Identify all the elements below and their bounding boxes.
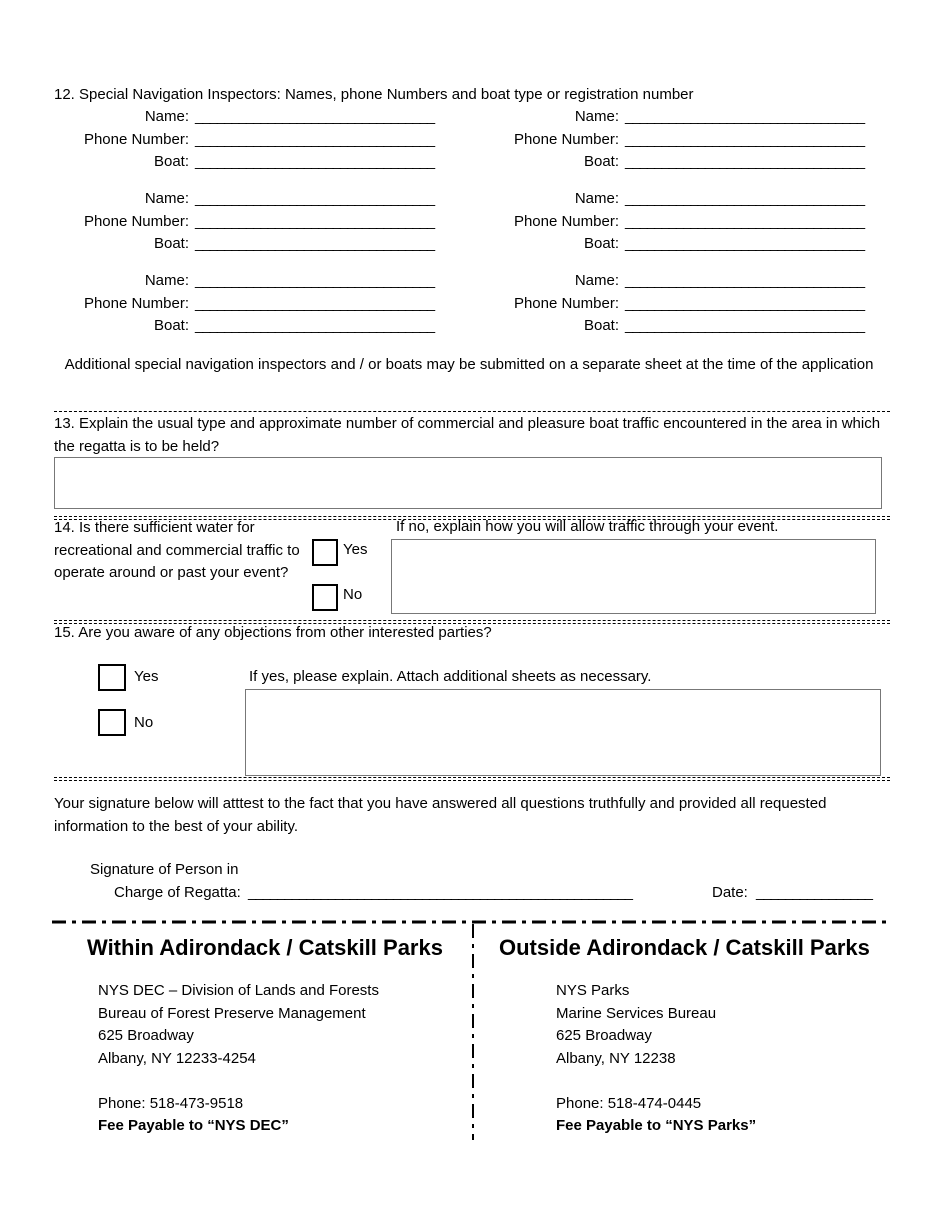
within-address-line: Bureau of Forest Preserve Management: [98, 1004, 366, 1022]
outside-address-line: Marine Services Bureau: [556, 1004, 717, 1022]
q14-no-label: No: [343, 586, 363, 603]
inspector-6-name-field[interactable]: _________________________________: [625, 272, 864, 289]
inspector-3-boat-field[interactable]: _________________________________: [195, 235, 434, 253]
inspector-4-name-field[interactable]: _________________________________: [625, 190, 864, 207]
inspector-2-phone-field[interactable]: _________________________________: [625, 130, 864, 148]
inspector-2-boat-field[interactable]: _________________________________: [625, 153, 864, 171]
within-address-line: NYS DEC – Division of Lands and Forests: [98, 982, 379, 999]
within-fee: Fee Payable to “NYS DEC”: [98, 1117, 289, 1134]
outside-address: [556, 980, 756, 1138]
inspector-6-boat-field[interactable]: _________________________________: [625, 317, 864, 335]
inspector-boat-label: Boat:: [153, 153, 189, 171]
inspector-boat-label: Boat:: [153, 317, 189, 335]
inspector-name-label: Name:: [144, 272, 189, 289]
within-heading: Within Adirondack / Catskill Parks: [87, 935, 443, 960]
q14-yes-label: Yes: [343, 541, 368, 558]
inspector-6-phone-field[interactable]: _________________________________: [625, 294, 864, 312]
inspector-phone-label: Phone Number:: [513, 294, 619, 312]
q12-question: 12. Special Navigation Inspectors: Names, phone Numbers and boat type or registration number: [54, 86, 694, 103]
inspector-2-name-field[interactable]: _________________________________: [625, 108, 864, 125]
inspector-name-label: Name:: [574, 272, 619, 289]
q14-answer-box[interactable]: [391, 539, 876, 614]
date-label: Date:: [712, 884, 748, 901]
inspector-3-name-field[interactable]: _________________________________: [195, 190, 434, 207]
outside-address-line: 625 Broadway: [556, 1027, 652, 1044]
inspector-1-name-field[interactable]: _________________________________: [195, 108, 434, 125]
q15-answer-box[interactable]: [245, 689, 881, 776]
inspector-4-boat-field[interactable]: _________________________________: [625, 235, 864, 253]
outside-fee: Fee Payable to “NYS Parks”: [556, 1117, 757, 1134]
q14-no-checkbox[interactable]: [312, 584, 338, 611]
q14-question: 14. Is there sufficient water for recreational and commercial traffic to operate around or past your event?: [54, 519, 300, 582]
q14-explain-label: If no, explain how you will allow traffic through your event.: [396, 518, 779, 535]
divider: [54, 780, 890, 781]
within-address-line: Albany, NY 12233-4254: [98, 1049, 256, 1067]
inspector-4-phone-field[interactable]: _________________________________: [625, 212, 864, 230]
divider: [54, 777, 890, 778]
inspector-phone-label: Phone Number:: [83, 130, 189, 148]
outside-address-line: NYS Parks: [556, 982, 630, 999]
inspector-phone-label: Phone Number:: [83, 212, 189, 230]
inspector-name-label: Name:: [144, 190, 189, 207]
inspector-1-boat-field[interactable]: _________________________________: [195, 153, 434, 171]
outside-heading: Outside Adirondack / Catskill Parks: [499, 935, 870, 960]
inspector-boat-label: Boat:: [153, 235, 189, 253]
inspector-5-name-field[interactable]: _________________________________: [195, 272, 434, 289]
inspector-boat-label: Boat:: [583, 235, 619, 253]
q12-note: Additional special navigation inspectors and / or boats may be submitted on a separate sheet at the time of the application: [64, 356, 874, 373]
inspector-boat-label: Boat:: [583, 317, 619, 335]
signature-label-line2: Charge of Regatta:: [114, 884, 241, 901]
attest-text: Your signature below will atttest to the fact that you have answered all questions truthfully and provided all requested information to the best of your ability.: [54, 795, 827, 835]
inspector-3-phone-field[interactable]: _________________________________: [195, 212, 434, 230]
inspector-phone-label: Phone Number:: [513, 130, 619, 148]
inspector-phone-label: Phone Number:: [83, 294, 189, 312]
signature-field[interactable]: _____________________________________________________: [248, 884, 632, 901]
divider: [54, 411, 890, 412]
outside-address-line: Albany, NY 12238: [556, 1049, 676, 1067]
inspector-name-label: Name:: [574, 108, 619, 125]
q13-answer-box[interactable]: [54, 457, 882, 509]
q15-question: 15. Are you aware of any objections from other interested parties?: [54, 624, 492, 641]
inspector-name-label: Name:: [574, 190, 619, 207]
within-phone: Phone: 518-473-9518: [98, 1094, 244, 1112]
q15-explain-label: If yes, please explain. Attach additional sheets as necessary.: [249, 668, 652, 685]
inspector-boat-label: Boat:: [583, 153, 619, 171]
inspector-name-label: Name:: [144, 108, 189, 125]
inspector-1-phone-field[interactable]: _________________________________: [195, 130, 434, 148]
date-field[interactable]: ________________: [756, 884, 872, 901]
within-address: [98, 980, 379, 1138]
q15-yes-label: Yes: [134, 668, 159, 685]
q13-question: 13. Explain the usual type and approximate number of commercial and pleasure boat traffic encountered in the area in which the regatta is to be held?: [54, 415, 881, 455]
inspector-5-phone-field[interactable]: _________________________________: [195, 294, 434, 312]
within-address-line: 625 Broadway: [98, 1027, 194, 1044]
outside-phone: Phone: 518-474-0445: [556, 1094, 702, 1112]
signature-label-line1: Signature of Person in: [90, 861, 239, 878]
q15-yes-checkbox[interactable]: [98, 664, 126, 691]
q14-yes-checkbox[interactable]: [312, 539, 338, 566]
inspector-phone-label: Phone Number:: [513, 212, 619, 230]
inspector-5-boat-field[interactable]: _________________________________: [195, 317, 434, 335]
q15-no-label: No: [134, 714, 154, 731]
divider: [54, 620, 890, 621]
q15-no-checkbox[interactable]: [98, 709, 126, 736]
